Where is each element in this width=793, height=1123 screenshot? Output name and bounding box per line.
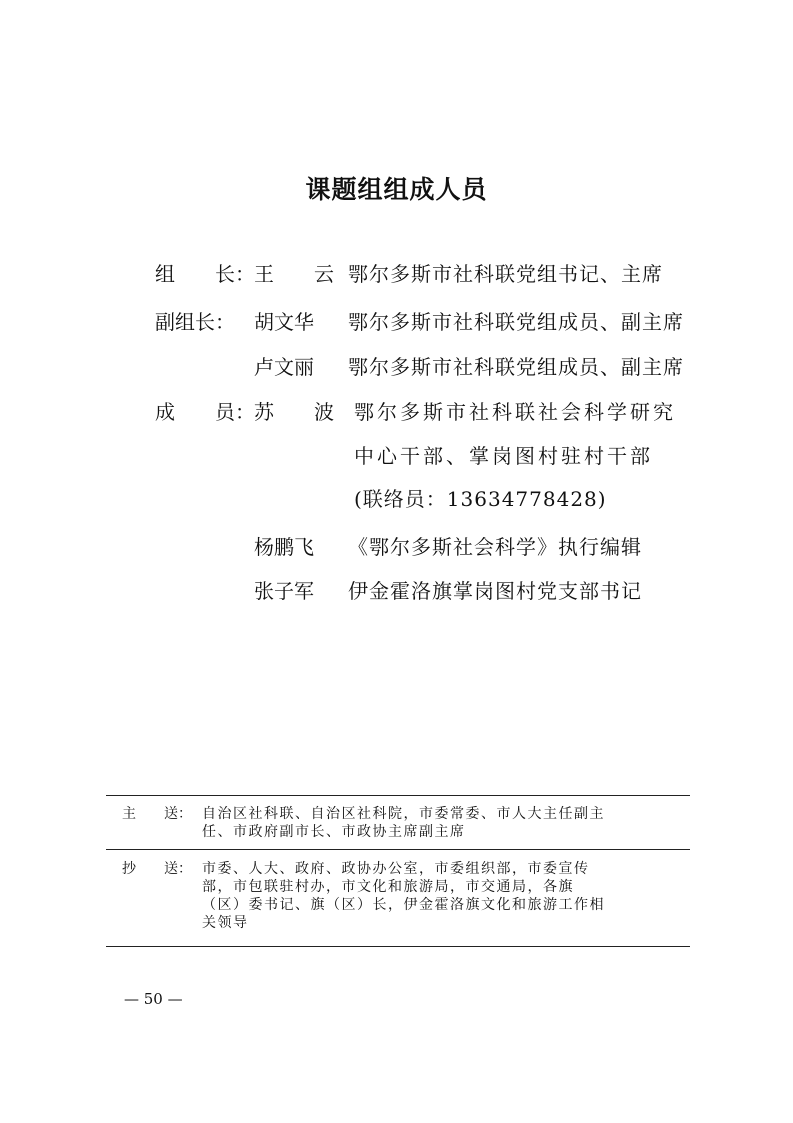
member-row	[0, 532, 793, 562]
member-description: 鄂尔多斯市社科联党组成员、副主席	[348, 310, 684, 334]
member-name: 苏 波	[254, 400, 334, 424]
member-name: 张子军	[254, 579, 314, 603]
member-role: 成 员：	[155, 400, 255, 424]
separator-line	[106, 795, 690, 796]
copy-distribution-line: 市委、人大、政府、政协办公室，市委组织部，市委宣传	[202, 861, 590, 877]
member-name: 卢文丽	[254, 355, 314, 379]
member-role: 组 长：	[155, 262, 255, 286]
copy-distribution-line: 部，市包联驻村办，市文化和旅游局，市交通局，各旗	[202, 879, 574, 895]
member-row	[0, 352, 793, 382]
member-description: 鄂尔多斯市社科联党组书记、主席	[348, 262, 663, 286]
member-description: 中心干部、掌岗图村驻村干部	[354, 444, 653, 468]
member-description: 《鄂尔多斯社会科学》执行编辑	[348, 535, 642, 559]
member-description: (联络员：13634778428)	[354, 487, 607, 511]
member-row	[0, 484, 793, 514]
member-role: 副组长：	[155, 310, 235, 334]
separator-line	[106, 946, 690, 947]
separator-line	[106, 849, 690, 850]
member-row	[0, 259, 793, 289]
member-row	[0, 307, 793, 337]
page-number: — 50 —	[124, 990, 183, 1008]
copy-distribution-line: （区）委书记、旗（区）长，伊金霍洛旗文化和旅游工作相	[202, 897, 605, 913]
member-description: 伊金霍洛旗掌岗图村党支部书记	[348, 579, 642, 603]
member-description: 鄂尔多斯市社科联社会科学研究	[354, 400, 676, 424]
member-row	[0, 441, 793, 471]
member-row	[0, 576, 793, 606]
member-name: 杨鹏飞	[254, 535, 314, 559]
page-title: 课题组组成人员	[305, 175, 488, 204]
member-row	[0, 397, 793, 427]
main-distribution-label: 主 送：	[122, 806, 192, 822]
main-distribution-line: 自治区社科联、自治区社科院，市委常委、市人大主任副主	[202, 806, 605, 822]
member-name: 王 云	[254, 262, 334, 286]
main-distribution-line: 任、市政府副市长、市政协主席副主席	[202, 824, 466, 840]
member-description: 鄂尔多斯市社科联党组成员、副主席	[348, 355, 684, 379]
copy-distribution-label: 抄 送：	[122, 861, 192, 877]
copy-distribution-line: 关领导	[202, 915, 249, 931]
member-name: 胡文华	[254, 310, 314, 334]
